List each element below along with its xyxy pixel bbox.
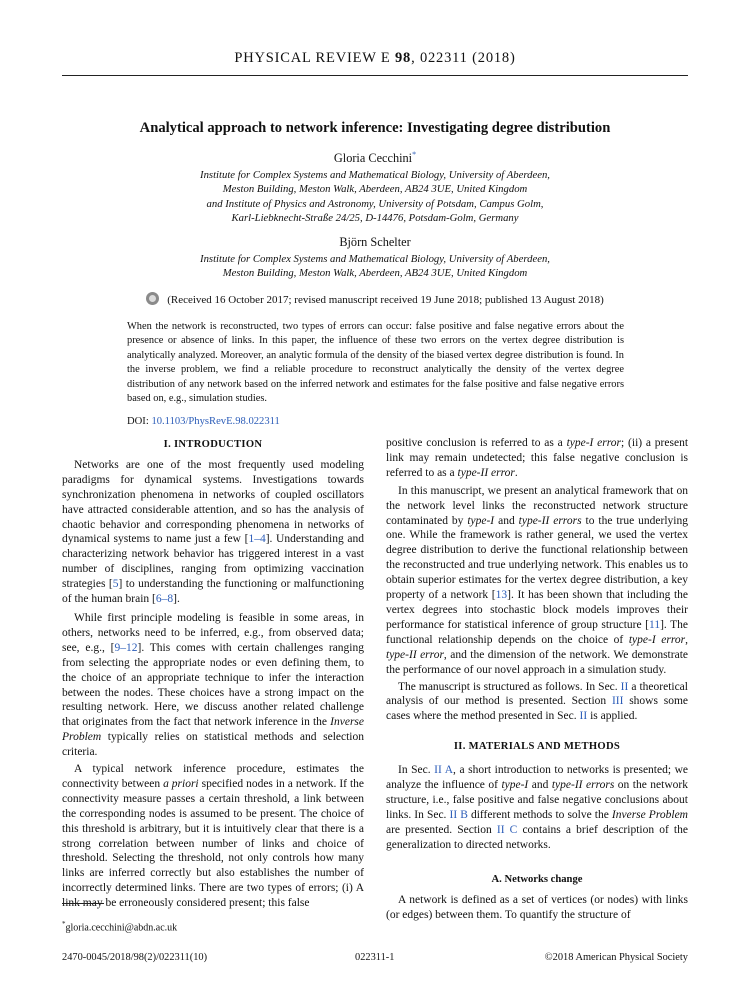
author-email[interactable]: gloria.cecchini@abdn.ac.uk (65, 922, 178, 934)
subsection-heading: A. Networks change (491, 873, 583, 885)
received-dates: (Received 16 October 2017; revised manuscript received 19 June 2018; published 13 August 2018) (62, 292, 688, 306)
author-name: Björn Schelter (339, 235, 411, 249)
left-column (62, 438, 364, 911)
author-block-2 (62, 235, 688, 280)
article-number: , 022311 (2018) (411, 50, 516, 66)
footnote-rule (62, 903, 104, 904)
section-heading-methods: II. MATERIALS AND METHODS (453, 741, 621, 753)
citation-link[interactable]: 9–12 (114, 641, 138, 654)
footnote-link[interactable]: * (412, 150, 417, 159)
abstract: When the network is reconstructed, two types of errors can occur: false positive and false negative errors about the presence or absence of links. In this paper, the influence of these two errors on the vertex degree distribution is analytically analyzed. Moreover, an analytic formula of the density of the biased vertex degree distribution is found. In the inverse problem, we find a reliable procedure to reconstruct analytically the density of the vertex degree distribution of any network based on the inferred network and estimates for the false positive and false negative errors based on, e.g., simulation studies. (127, 321, 624, 405)
journal-name: PHYSICAL REVIEW E (234, 50, 391, 66)
section-link[interactable]: II (579, 710, 588, 723)
citation-link[interactable]: 11 (649, 618, 661, 631)
citation-link[interactable]: 1–4 (248, 533, 266, 546)
section-link[interactable]: II A (434, 764, 454, 777)
paragraph: A typical network inference procedure, estimates the connectivity between a priori specified nodes in a network. If the connectivity measure passes a certain threshold, a link between the corresponding nodes is assumed to be present. The choice of this threshold is arbitrary, but it is intuitively clear that there is a strong correlation between number of links and choice of threshold. Selecting the threshold, not only controls how many links are inferred correctly but also establishes the number of incorrectly determined links. There are two types of errors; (i) A link may be erroneously considered present; this false (62, 763, 365, 910)
citation-link[interactable]: 6–8 (155, 593, 174, 606)
section-link[interactable]: II C (496, 823, 518, 836)
doi-link[interactable]: 10.1103/PhysRevE.98.022311 (151, 416, 280, 427)
footer-issn: 2470-0045/2018/98(2)/022311(10) (62, 952, 208, 963)
section-link[interactable]: II (620, 680, 629, 693)
author-affiliation: Institute for Complex Systems and Mathematical Biology, University of Aberdeen, Meston Building, Meston Walk, Aberdeen, AB24 3UE, United Kingdom (200, 253, 550, 280)
paragraph: In this manuscript, we present an analytical framework that on the network level links the reconstructed network structure contaminated by type-I and type-II errors to the true underlying one. While the framework is rather general, we used the vertex degree distribution to derive the functional relationship between the reconstructed and true underlying network. This enables us to obtain superior estimates for the vertex degree distribution, a key property of a network [13]. It has been shown that including the vertex degrees into stochastic block models improves their performance for statistical inference of group structure [11]. The functional relationship depends on the choice of type-I error, type-II error, and the dimension of the network. We demonstrate the performance of our novel approach in a simulation study. (386, 484, 689, 676)
paragraph: Networks are one of the most frequently used modeling paradigms for dynamical systems. Investigations towards synchronization phenomena in networks of coupled oscillators have attracted considerable attention, and so has the analysis of chaotic behavior and corresponding phenomena in networks of dynamical systems to name just a few [1–4]. Understanding and characterizing network behavior has triggered interest in a vast number of disciplines, ranging from optimizing vaccination strategies [5] to understanding the functioning or malfunctioning of the human brain [6–8]. (62, 458, 365, 606)
author-name: Gloria Cecchini* (333, 150, 417, 166)
footnote: *gloria.cecchini@abdn.ac.uk (62, 920, 178, 934)
section-link[interactable]: II B (449, 808, 468, 821)
paragraph: A network is defined as a set of vertices (or nodes) with links (or edges) between them. To quantify the structure of (386, 894, 688, 922)
header-rule (62, 75, 688, 76)
journal-header (62, 50, 688, 67)
citation-link[interactable]: 13 (495, 589, 508, 602)
journal-volume: 98 (395, 50, 412, 66)
footer-copyright: ©2018 American Physical Society (544, 952, 688, 963)
paper-title: Analytical approach to network inference: Investigating degree distribution (139, 120, 611, 136)
paragraph: The manuscript is structured as follows. In Sec. II a theoretical analysis of our method is presented. Section III shows some cases where the method presented in Sec. II is applied. (386, 680, 689, 723)
crossmark-icon[interactable] (146, 292, 159, 305)
right-column (386, 436, 688, 923)
footer-page-number: 022311-1 (355, 952, 395, 963)
paragraph: In Sec. II A, a short introduction to networks is presented; we analyze the influence of type-I and type-II errors on the network structure, i.e., false positive and false negative conclusions about links. In Sec. II B different methods to solve the Inverse Problem are presented. Section II C contains a brief description of the generalization to directed networks. (386, 764, 688, 851)
section-link[interactable]: III (611, 695, 624, 708)
author-block-1 (62, 150, 688, 225)
paragraph: While first principle modeling is feasible in some areas, in others, networks need to be inferred, e.g., from observed data; see, e.g., [9–12]. This comes with certain challenges ranging from selecting the appropriate nodes or even defining them, to the choice of an appropriate technique to infer the interaction between the nodes. These choices have a strong impact on the resulting network. Here, we discuss another related challenge that originates from the fact that network inference in the Inverse Problem typically relies on statistical methods and selection criteria. (62, 611, 364, 759)
author-affiliation: Institute for Complex Systems and Mathematical Biology, University of Aberdeen, Meston Building, Meston Walk, Aberdeen, AB24 3UE, United Kingdom and Institute of Physics and Astronomy, University of Potsdam, Campus Golm, Karl-Liebknecht-Straße 24/25, D-14476, Potsdam-Golm, Germany (200, 169, 550, 224)
doi-line: DOI: 10.1103/PhysRevE.98.022311 (127, 416, 280, 427)
paragraph: positive conclusion is referred to as a type-I error; (ii) a present link may remain undetected; this false negative conclusion is referred to as a type-II error. (386, 437, 689, 479)
section-heading-introduction: I. INTRODUCTION (163, 439, 263, 450)
citation-link[interactable]: 5 (112, 578, 119, 591)
